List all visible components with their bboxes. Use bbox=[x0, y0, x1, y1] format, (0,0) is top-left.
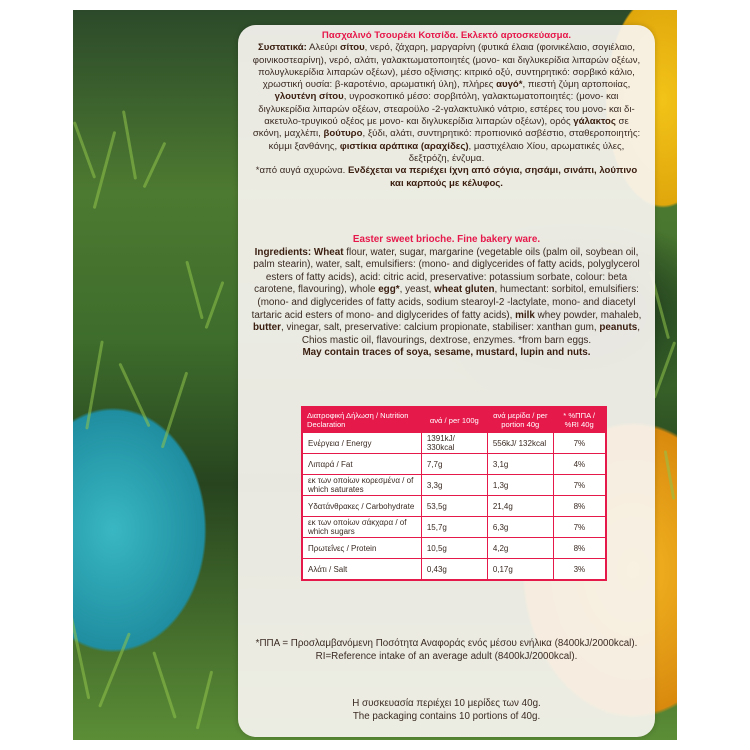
reference-notes bbox=[250, 637, 643, 663]
value-per-portion: 1,3g bbox=[487, 475, 553, 496]
package-background bbox=[73, 10, 677, 740]
value-per-portion: 4,2g bbox=[487, 538, 553, 559]
english-section bbox=[250, 234, 643, 360]
nutrient-name: Λιπαρά / Fat bbox=[302, 454, 421, 475]
value-per100: 53,5g bbox=[421, 496, 487, 517]
value-per-portion: 556kJ/ 132kcal bbox=[487, 433, 553, 454]
value-ri: 7% bbox=[553, 433, 606, 454]
nutrition-row bbox=[302, 433, 606, 454]
nutrition-row bbox=[302, 496, 606, 517]
value-per-portion: 0,17g bbox=[487, 559, 553, 581]
value-ri: 3% bbox=[553, 559, 606, 581]
nutrient-name: Αλάτι / Salt bbox=[302, 559, 421, 581]
value-per100: 7,7g bbox=[421, 454, 487, 475]
value-ri: 8% bbox=[553, 496, 606, 517]
nutrition-header-row bbox=[302, 407, 606, 433]
grass-blade bbox=[73, 611, 90, 700]
value-ri: 4% bbox=[553, 454, 606, 475]
nutrient-name: Υδατάνθρακες / Carbohydrate bbox=[302, 496, 421, 517]
nutrition-row bbox=[302, 475, 606, 496]
english-traces: May contain traces of soya, sesame, mustard, lupin and nuts. bbox=[302, 347, 591, 359]
english-ingredients: Ingredients: Wheat flour, water, sugar, margarine (vegetable oils (palm oil, soybean oil, palm stearin), water, salt, emulsifiers: (mono- and diglycerides of fatty acids, polyglycerol esters of fatty acids), acid: citric acid, preservative: potassium sorbate, colour: beta carotene, flavouring), whole egg*, yeast, wheat gluten, humectant: sorbitol, emulsifiers: (mono- and diglycerides of fatty acids, sodium stearoyl-2 -lactylate, mono- and diacetyl tartaric acid esters of mono- and diglycerides of fatty acids), milk whey powder, mahaleb, butter, vinegar, salt, preservative: calcium propionate, stabiliser: xanthan gum, peanuts, Chios mastic oil, flavourings, dextrose, enzymes. *from barn eggs. bbox=[251, 246, 642, 346]
greek-traces: Ενδέχεται να περιέχει ίχνη από σόγια, σησάμι, σινάπι, λούπινο και καρπούς με κέλυφος. bbox=[347, 165, 638, 189]
greek-footnote: *από αυγά αχυρώνα. Ενδέχεται να περιέχει ίχνη από σόγια, σησάμι, σινάπι, λούπινο και καρπούς με κέλυφος. bbox=[255, 165, 638, 189]
grass-blade bbox=[653, 341, 676, 398]
value-per100: 1391kJ/ 330kcal bbox=[421, 433, 487, 454]
grass-blade bbox=[196, 671, 213, 730]
ri-note: RI=Reference intake of an average adult (8400kJ/2000kcal). bbox=[315, 651, 578, 662]
grass-blade bbox=[161, 371, 189, 448]
packaging-notes bbox=[250, 697, 643, 723]
nutrition-row bbox=[302, 517, 606, 538]
greek-section bbox=[250, 30, 643, 190]
packaging-note-gr: Η συσκευασία περιέχει 10 μερίδες των 40g. bbox=[352, 698, 541, 709]
nutrition-row bbox=[302, 538, 606, 559]
grass-blade bbox=[93, 131, 117, 209]
nutrition-header-per100: ανά / per 100g bbox=[421, 407, 487, 433]
nutrient-name: Ενέργεια / Energy bbox=[302, 433, 421, 454]
value-per-portion: 3,1g bbox=[487, 454, 553, 475]
nutrition-row bbox=[302, 559, 606, 581]
value-per100: 3,3g bbox=[421, 475, 487, 496]
packaging-note-en: The packaging contains 10 portions of 40g. bbox=[352, 711, 541, 722]
grass-blade bbox=[73, 121, 96, 178]
value-ri: 7% bbox=[553, 475, 606, 496]
nutrition-header-name: Διατροφική Δήλωση / Nutrition Declaration bbox=[302, 407, 421, 433]
value-per-portion: 6,3g bbox=[487, 517, 553, 538]
greek-title: Πασχαλινό Τσουρέκι Κοτσίδα. Εκλεκτό αρτοσκεύασμα. bbox=[321, 30, 572, 41]
value-per100: 15,7g bbox=[421, 517, 487, 538]
grass-blade bbox=[152, 651, 176, 719]
value-per-portion: 21,4g bbox=[487, 496, 553, 517]
english-title: Easter sweet brioche. Fine bakery ware. bbox=[352, 234, 541, 245]
nutrient-name: εκ των οποίων σάκχαρα / of which sugars bbox=[302, 517, 421, 538]
grass-blade bbox=[98, 632, 131, 707]
nutrition-header-portion: ανά μερίδα / per portion 40g bbox=[487, 407, 553, 433]
greek-ingredients: Συστατικά: Αλεύρι σίτου, νερό, ζάχαρη, μαργαρίνη (φυτικά έλαια (φοινικέλαιο, σογιέλαιο, φοινικοστεαρίνη), νερό, αλάτι, γαλακτωματοποιητές (μονο- και διγλυκερίδια λιπαρών οξέων, πολυγλυκερίδια λιπαρών οξέων), μέσο οξίνισης: κιτρικό οξύ, συντηρητικό: σορβικό κάλιο, χρωστική ουσία: β-καροτένιο, αρωματική ύλη), πλήρες αυγό*, πιεστή ζύμη αρτοποιίας, γλουτένη σίτου, υγροσκοπικό μέσο: σορβιτόλη, γαλακτωματοποιητές: (μονο- και διγλυκερίδια λιπαρών οξέων, στεαροϋλο -2-γαλακτυλικό νάτριο, εστέρες του μονο- και δι-ακετυλο-τρυγικού οξέος με μονο- και διγλυκερίδια λιπαρών οξέων), ορός γάλακτος σε σκόνη, μαχλέπι, βούτυρο, ξύδι, αλάτι, συντηρητικό: προπιονικό ασβέστιο, σταθεροποιητής: κόμμι ξανθάνης, φιστίκια αράπικα (αραχίδες), μαστιχέλαιο Χίου, αρωματικές ύλες, δεξτρόζη, ένζυμα. bbox=[252, 42, 641, 164]
grass-blade bbox=[664, 450, 676, 500]
nutrition-table bbox=[301, 406, 607, 581]
nutrient-name: εκ των οποίων κορεσμένα / of which saturates bbox=[302, 475, 421, 496]
value-per100: 10,5g bbox=[421, 538, 487, 559]
grass-blade bbox=[185, 261, 203, 320]
value-per100: 0,43g bbox=[421, 559, 487, 581]
nutrition-header-ri: * %ΠΠΑ / %RI 40g bbox=[553, 407, 606, 433]
nutrient-name: Πρωτεΐνες / Protein bbox=[302, 538, 421, 559]
grass-blade bbox=[85, 340, 104, 429]
ppa-note: *ΠΠΑ = Προσλαμβανόμενη Ποσότητα Αναφοράς ενός μέσου ενήλικα (8400kJ/2000kcal). bbox=[255, 638, 638, 649]
grass-blade bbox=[143, 142, 167, 189]
value-ri: 8% bbox=[553, 538, 606, 559]
nutrition-body bbox=[302, 433, 606, 581]
grass-blade bbox=[122, 110, 137, 179]
nutrition-row bbox=[302, 454, 606, 475]
value-ri: 7% bbox=[553, 517, 606, 538]
grass-blade bbox=[118, 363, 150, 428]
grass-blade bbox=[205, 281, 225, 329]
